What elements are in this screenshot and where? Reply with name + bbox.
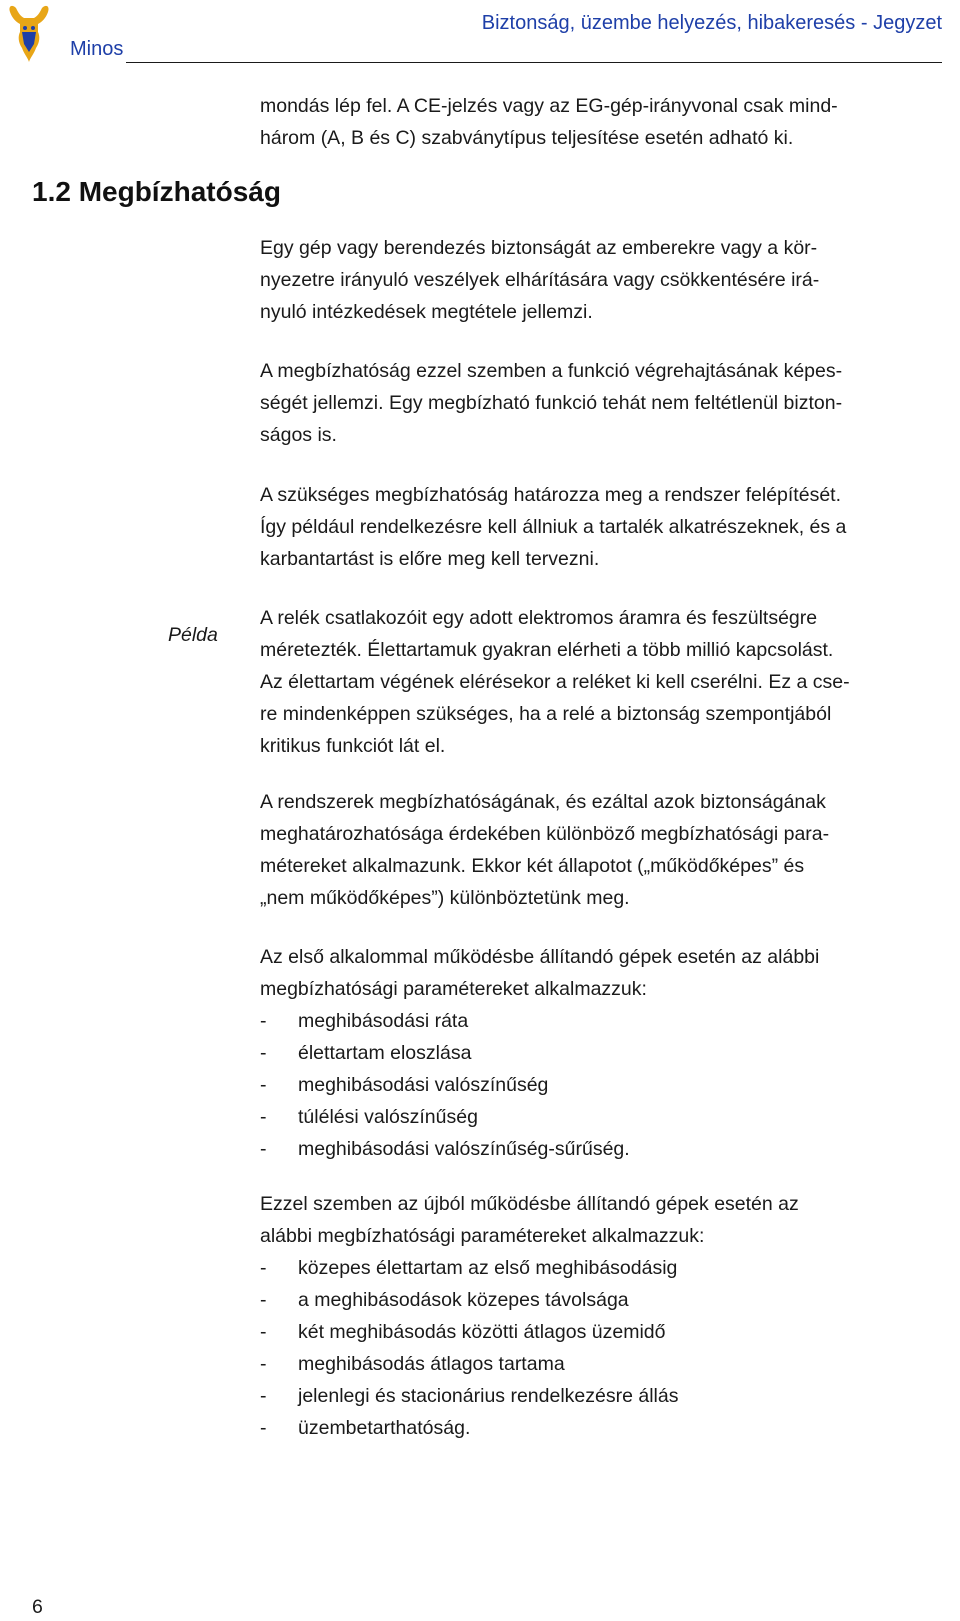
paragraph-recommissioning: Ezzel szemben az újból működésbe állítandó gépek esetén az alábbi megbízhatósági paramétereket alkalmazzuk: [260,1193,799,1247]
list-item: - meghibásodási ráta [260,1010,469,1032]
list-item: - túlélési valószínűség [260,1106,478,1128]
first-commissioning-parameter-list [260,1005,630,1165]
paragraph-system-structure: A szükséges megbízhatóság határozza meg a rendszer felépítését. Így például rendelkezésre kell állniuk a tartalék alkatrészeknek, és a karbantartást is előre meg kell tervezni. [260,484,847,570]
example-label: Példa [168,624,218,646]
paragraph-relay-example: A relék csatlakozóit egy adott elektromos áramra és feszültségre méretezték. Élettartamuk gyakran elérheti a több millió kapcsolást. Az élettartam végének elérésekor a reléket ki kell cserélni. Ez a cse- re mindenképpen szükséges, ha a relé a biztonság szempontjából kritikus funkciót lát el. [260,607,850,757]
recommissioning-parameter-list [260,1252,678,1444]
paragraph-reliability-definition: A megbízhatóság ezzel szemben a funkció végrehajtásának képes- ségét jellemzi. Egy megbízható funkció tehát nem feltétlenül bizton- ságos is. [260,360,843,446]
list-item: - élettartam eloszlása [260,1042,472,1064]
list-item: - meghibásodási valószínűség [260,1074,549,1096]
page-header [0,0,960,70]
document-title: Biztonság, üzembe helyezés, hibakeresés - Jegyzet [481,12,942,34]
list-item: - közepes élettartam az első meghibásodásig [260,1257,678,1279]
intro-paragraph: mondás lép fel. A CE-jelzés vagy az EG-gép-irányvonal csak mind- három (A, B és C) szabványtípus teljesítése esetén adható ki. [260,95,838,149]
paragraph-reliability-parameters: A rendszerek megbízhatóságának, és ezáltal azok biztonságának meghatározhatósága érdekében különböző megbízhatósági para- métereket alkalmazunk. Ekkor két állapotot („működőképes” és „nem működőképes”) különböztetünk meg. [260,791,830,909]
header-divider [126,62,942,63]
bull-head-logo-icon [4,2,54,66]
list-item: - a meghibásodások közepes távolsága [260,1289,629,1311]
list-item: - meghibásodás átlagos tartama [260,1353,565,1375]
brand-name: Minos [70,38,124,60]
paragraph-first-commissioning: Az első alkalommal működésbe állítandó gépek esetén az alábbi megbízhatósági paramétereket alkalmazzuk: [260,946,820,1000]
list-item: - üzembetarthatóság. [260,1417,471,1439]
section-heading: 1.2 Megbízhatóság [32,176,281,207]
page-number: 6 [32,1596,43,1618]
list-item: - jelenlegi és stacionárius rendelkezésre állás [260,1385,679,1407]
list-item: - meghibásodási valószínűség-sűrűség. [260,1138,630,1160]
paragraph-safety-definition: Egy gép vagy berendezés biztonságát az emberekre vagy a kör- nyezetre irányuló veszélyek elhárítására vagy csökkentésére irá- nyuló intézkedések megtétele jellemzi. [260,237,820,323]
list-item: - két meghibásodás közötti átlagos üzemidő [260,1321,666,1343]
